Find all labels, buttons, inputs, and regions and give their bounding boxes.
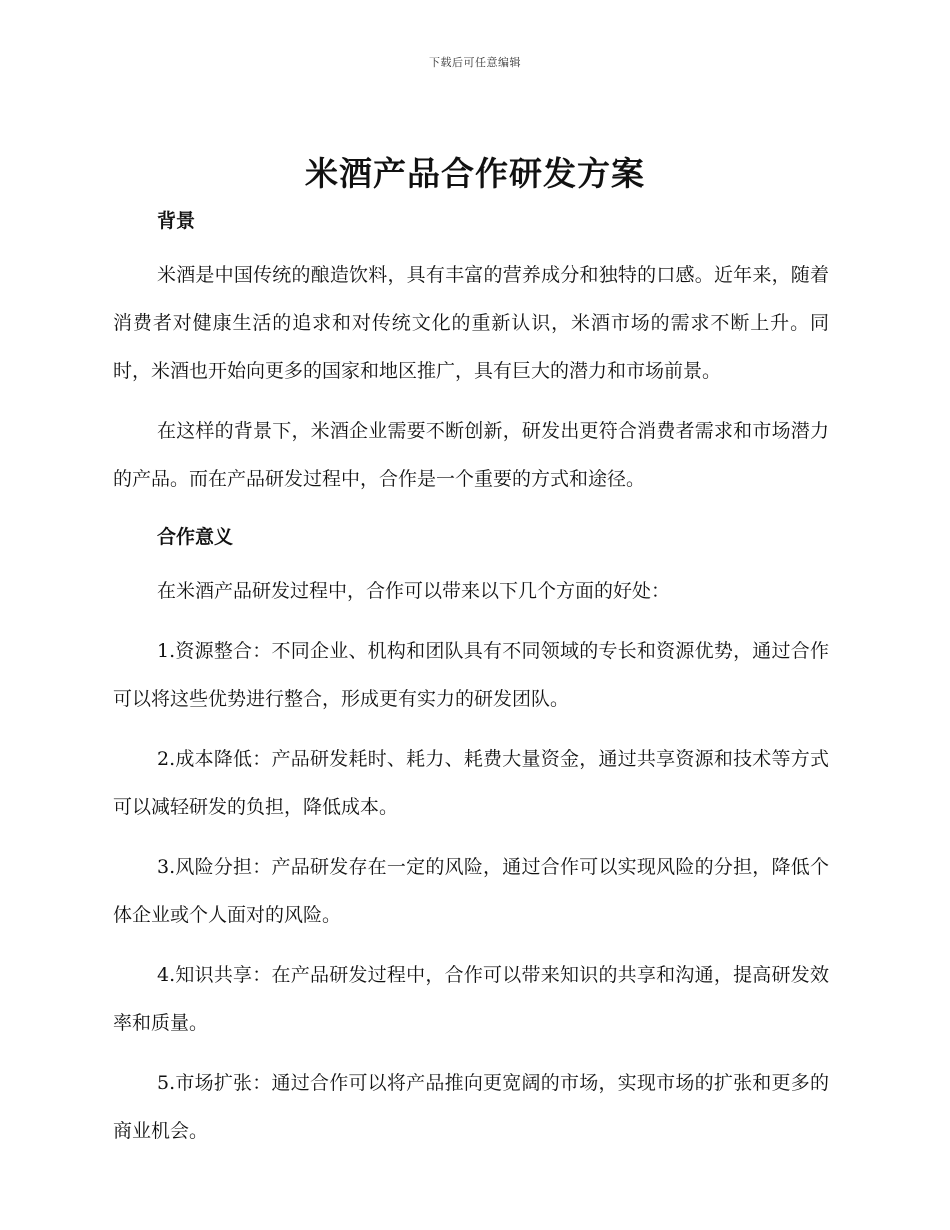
document-title: 米酒产品合作研发方案 (305, 154, 645, 193)
spacer (113, 723, 829, 735)
spacer (113, 1047, 829, 1059)
spacer (113, 503, 829, 521)
spacer (113, 831, 829, 843)
spacer (113, 615, 829, 627)
paragraph: 在米酒产品研发过程中，合作可以带来以下几个方面的好处： (157, 580, 671, 602)
list-item: 5.市场扩张：通过合作可以将产品推向更宽阔的市场，实现市场的扩张和更多的商业机会。 (113, 1072, 829, 1142)
list-item: 3.风险分担：产品研发存在一定的风险，通过合作可以实现风险的分担，降低个体企业或个人面对的风险。 (113, 856, 829, 926)
spacer (113, 395, 829, 407)
section-heading-background: 背景 (157, 210, 196, 232)
page-header-note: 下载后可任意编辑 (429, 56, 521, 69)
paragraph: 在这样的背景下，米酒企业需要不断创新，研发出更符合消费者需求和市场潜力的产品。而在产品研发过程中，合作是一个重要的方式和途径。 (113, 420, 829, 490)
list-item: 4.知识共享：在产品研发过程中，合作可以带来知识的共享和沟通，提高研发效率和质量。 (113, 964, 829, 1034)
list-item: 1.资源整合：不同企业、机构和团队具有不同领域的专长和资源优势，通过合作可以将这些优势进行整合，形成更有实力的研发团队。 (113, 640, 829, 710)
section-heading-cooperation-significance: 合作意义 (157, 526, 234, 548)
list-item: 2.成本降低：产品研发耗时、耗力、耗费大量资金，通过共享资源和技术等方式可以减轻研发的负担，降低成本。 (113, 748, 829, 818)
spacer (113, 939, 829, 951)
document-body (113, 205, 829, 1155)
paragraph: 米酒是中国传统的酿造饮料，具有丰富的营养成分和独特的口感。近年来，随着消费者对健康生活的追求和对传统文化的重新认识，米酒市场的需求不断上升。同时，米酒也开始向更多的国家和地区推广，具有巨大的潜力和市场前景。 (113, 264, 829, 382)
